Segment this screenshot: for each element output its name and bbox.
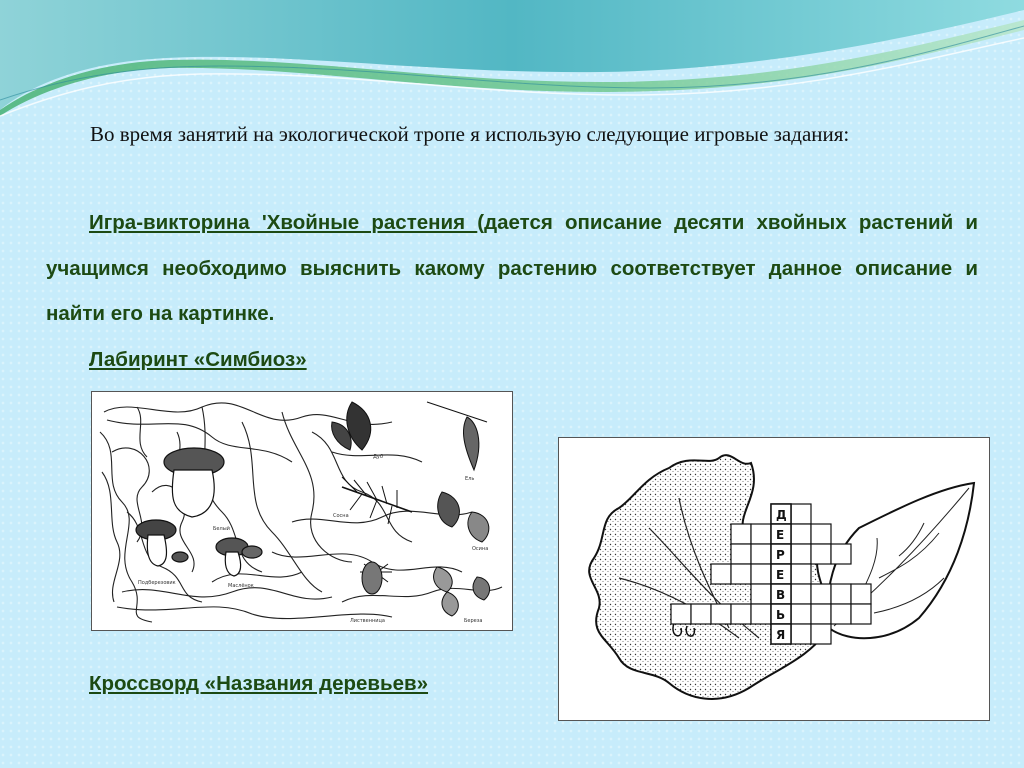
intro-text: Во время занятий на экологической тропе я использую следующие игровые задания:	[90, 122, 850, 146]
crossword-title-link[interactable]: Кроссворд «Названия деревьев»	[89, 672, 429, 695]
maze-image	[91, 391, 513, 631]
label-butter: Маслёнок	[228, 583, 254, 589]
quiz-title-link[interactable]: Игра-викторина 'Хвойные растения	[89, 211, 478, 234]
label-white: Белый	[213, 526, 230, 532]
crossword-letter: В	[776, 588, 786, 602]
crossword-letter: Д	[776, 508, 787, 522]
quiz-description: (дается описание десяти хвойных растений и учащимся необходимо выяснить какому растению соответствует данное описание и найти его на картинке.	[46, 211, 978, 325]
label-larch: Лиственница	[350, 618, 385, 624]
crossword-image	[558, 437, 990, 721]
crossword-letter: Ь	[776, 608, 786, 622]
crossword-letter: Р	[776, 548, 785, 562]
crossword-letter: Е	[776, 568, 785, 582]
crossword-letter: Я	[776, 628, 786, 642]
header-waves-decoration	[0, 0, 1024, 120]
tree-illustrations	[332, 402, 490, 616]
label-oak: Дуб	[373, 454, 383, 460]
crossword-letter: Е	[776, 528, 785, 542]
label-spruce: Ель	[465, 476, 475, 482]
label-pine: Сосна	[333, 513, 349, 519]
label-aspen: Осина	[472, 546, 489, 552]
quiz-paragraph	[46, 200, 978, 337]
maze-title-link[interactable]: Лабиринт «Симбиоз»	[89, 348, 307, 371]
label-birch: Береза	[464, 618, 483, 624]
label-boletus: Подберезовик	[138, 580, 176, 586]
